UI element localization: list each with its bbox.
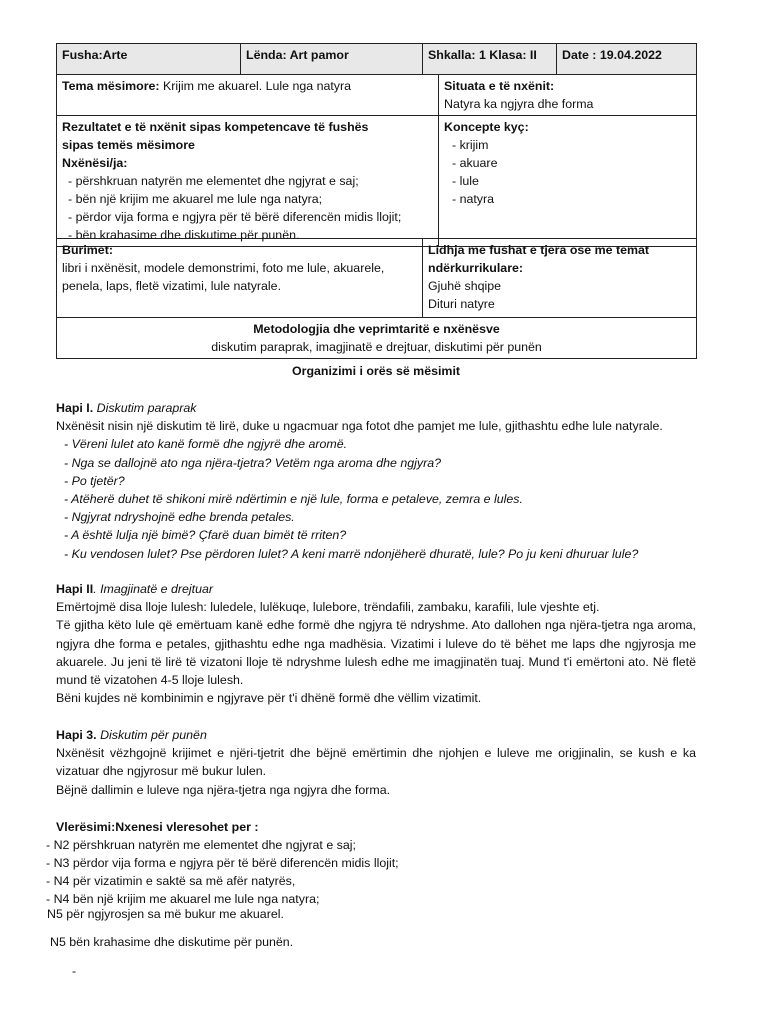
hapi1-question: - Ku vendosen lulet? Pse përdoren lulet? A keni marrë ndonjëherë dhuratë, lule? Po ju keni dhuruar lule? [64, 546, 639, 561]
situata-label: Situata e të nxënit: [444, 79, 555, 93]
vleresimi-item: - N2 përshkruan natyrën me elementet dhe ngjyrat e saj; [46, 838, 356, 852]
koncepte-item: - krijim [452, 138, 489, 152]
vleresimi-title: Vlerësimi:Nxenesi vleresohet per : [56, 820, 259, 834]
resources-table [56, 238, 697, 359]
hapi2-line: Emërtojmë disa lloje lulesh: luledele, lulëkuqe, lulebore, trëndafili, zambaku, karafili, lule vjeshte etj. [56, 600, 600, 615]
rezultatet-item: - bën një krijim me akuarel me lule nga natyra; [68, 192, 323, 206]
date-text: Date : 19.04.2022 [562, 48, 662, 62]
fusha-text: Fusha:Arte [62, 48, 128, 62]
hapi1-question: - Ngjyrat ndryshojnë edhe brenda petales. [64, 510, 295, 525]
metodologjia-cell [57, 318, 697, 359]
rezultatet-item: - përdor vija forma e ngjyra për të bërë diferencën midis llojit; [68, 210, 402, 224]
koncepte-item: - natyra [452, 192, 495, 206]
lidhja-item: Dituri natyre [428, 297, 495, 311]
hapi2-label: Hapi II [56, 582, 94, 596]
situata-cell [439, 75, 697, 116]
hapi1-question: - A është lulja një bimë? Çfarë duan bimët të rriten? [64, 528, 347, 543]
fusha-cell [57, 44, 241, 75]
rezultatet-title-2: sipas temës mësimore [62, 138, 195, 152]
situata-value: Natyra ka ngjyra dhe forma [444, 97, 594, 111]
vleresimi-item: - N3 përdor vija forma e ngjyra për të bërë diferencën midis llojit; [46, 856, 399, 870]
rezultatet-subtitle: Nxënësi/ja: [62, 156, 128, 170]
hapi3-line: Bëjnë dallimin e luleve nga njëra-tjetra nga ngjyra dhe forma. [56, 782, 391, 797]
lenda-text: Lënda: Art pamor [246, 48, 349, 62]
date-cell [557, 44, 697, 75]
hapi3-label: Hapi 3. [56, 728, 97, 742]
vleresimi-item: N5 për ngjyrosjen sa më bukur me akuarel. [47, 907, 284, 921]
koncepte-title: Koncepte kyç: [444, 120, 529, 134]
hapi1-intro: Nxënësit nisin një diskutim të lirë, duke u ngacmuar nga fotot dhe pamjet me lule, gjithashtu edhe lule natyrale. [56, 419, 663, 434]
lenda-cell [241, 44, 423, 75]
hapi1-question: - Vëreni lulet ato kanë formë dhe ngjyrë dhe aromë. [64, 437, 348, 452]
organizimi-title: Organizimi i orës së mësimit [291, 364, 461, 378]
shkalla-cell [423, 44, 557, 75]
koncepte-item: - akuare [452, 156, 498, 170]
burimet-text: penela, laps, fletë vizatimi, lule natyrale. [62, 279, 282, 293]
rezultatet-title-1: Rezultatet e të nxënit sipas kompetencave të fushës [62, 120, 369, 134]
trailing-dash: - [72, 964, 77, 978]
hapi3-heading [56, 726, 696, 744]
koncepte-item: - lule [452, 174, 479, 188]
lidhja-cell [423, 239, 697, 318]
metodologjia-value: diskutim paraprak, imagjinatë e drejtuar, diskutimi për punën [211, 340, 542, 354]
hapi2-heading [56, 580, 696, 598]
rezultatet-item: - përshkruan natyrën me elementet dhe ngjyrat e saj; [68, 174, 359, 188]
hapi2-name: . Imagjinatë e drejtuar [93, 582, 214, 596]
shkalla-text: Shkalla: 1 Klasa: II [428, 48, 537, 62]
vleresimi-item: - N4 bën një krijim me akuarel me lule nga natyra; [46, 892, 320, 906]
lidhja-title-2: ndërkurrikulare: [428, 261, 524, 275]
burimet-title: Burimet: [62, 243, 113, 257]
hapi3-section [56, 726, 696, 799]
hapi2-line: Bëni kujdes në kombinimin e ngjyrave për t'i dhënë formë dhe vëllim vizatimit. [56, 691, 482, 706]
hapi1-heading [56, 399, 696, 417]
vleresimi-last: N5 bën krahasime dhe diskutime për punën. [50, 935, 294, 949]
hapi1-label: Hapi I. [56, 401, 94, 415]
hapi3-paragraph: Nxënësit vëzhgojnë krijimet e njëri-tjetrit dhe bëjnë emërtimin dhe njohjen e luleve me origjinalin, se kush e ka vizatuar dhe ngjyrosur më bukur lulen. [56, 746, 696, 779]
hapi1-name: Diskutim paraprak [93, 401, 197, 415]
lidhja-title-1: Lidhja me fushat e tjera ose me temat [428, 243, 650, 257]
hapi1-question: - Po tjetër? [64, 473, 125, 488]
rezultatet-item: - bën krahasime dhe diskutime për punën. [68, 228, 300, 242]
tema-cell [57, 75, 439, 116]
hapi3-name: Diskutim për punën [96, 728, 207, 742]
hapi2-section [56, 580, 696, 707]
hapi1-section [56, 399, 696, 563]
lesson-plan-table [56, 43, 697, 247]
hapi2-paragraph: Të gjitha këto lule që emërtuam kanë edhe formë dhe ngjyra të ndryshme. Ato dallohen nga njëra-tjetra nga aroma, ngjyra dhe forma e petales, gjithashtu edhe nga madhësia. Vizatimi i luleve do të bëhet me laps dhe ngjyrosja me akuarele. Ju jeni të lirë të vizatoni lloje të ndryshme lulesh edhe me imagjinatën tuaj. Mund t'i emërtoni ato. Në fletë mund të vizatohen 4-5 lloje lulesh. [56, 618, 696, 688]
tema-label: Tema mësimore: [62, 79, 160, 93]
vleresimi-item: - N4 për vizatimin e saktë sa më afër natyrës, [46, 874, 296, 888]
koncepte-cell [439, 116, 697, 247]
lidhja-item: Gjuhë shqipe [428, 279, 502, 293]
tema-value: Krijim me akuarel. Lule nga natyra [159, 79, 352, 93]
burimet-text: libri i nxënësit, modele demonstrimi, foto me lule, akuarele, [62, 261, 385, 275]
metodologjia-title: Metodologjia dhe veprimtaritë e nxënësve [253, 322, 500, 336]
burimet-cell [57, 239, 423, 318]
hapi1-question: - Nga se dallojnë ato nga njëra-tjetra? Vetëm nga aroma dhe ngjyra? [64, 455, 441, 470]
hapi1-question: - Atëherë duhet të shikoni mirë ndërtimin e një lule, forma e petaleve, zemra e lules. [64, 492, 523, 507]
rezultatet-cell [57, 116, 439, 247]
